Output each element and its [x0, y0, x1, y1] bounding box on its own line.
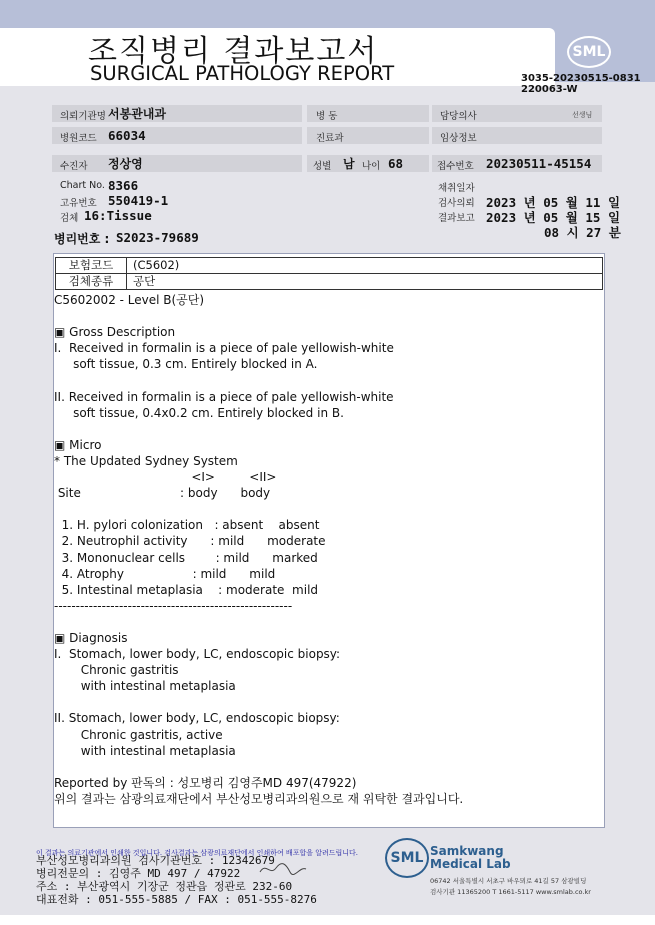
- request-date-label: 검사의뢰: [438, 198, 475, 209]
- samkwang-logo-icon: SML: [385, 838, 429, 878]
- report-body: [53, 253, 605, 828]
- doctor-label: 담당의사: [440, 111, 477, 122]
- ward-label: 병 동: [316, 111, 338, 122]
- specimen-type-label: 검체종류: [56, 274, 127, 290]
- department-label: 진료과: [316, 133, 344, 144]
- receipt-value: 20230511-45154: [486, 156, 592, 171]
- patient-name-value: 정상영: [108, 157, 143, 171]
- insurance-code-label: 보험코드: [56, 258, 127, 274]
- row-bg: [52, 155, 302, 172]
- insurance-code-value: (C5602): [127, 258, 603, 274]
- report-title-korean: 조직병리 결과보고서: [88, 34, 379, 69]
- doctor-suffix: 선생님: [572, 111, 593, 119]
- unique-no-value: 550419-1: [108, 193, 169, 208]
- chart-no-label: Chart No.: [60, 180, 105, 191]
- hospital-code-label: 병원코드: [60, 133, 97, 144]
- patient-name-label: 수진자: [60, 161, 88, 172]
- sex-label: 성별: [313, 161, 332, 172]
- insurance-table: [55, 257, 603, 290]
- result-time-value: 08 시 27 분: [544, 225, 621, 240]
- receipt-label: 접수번호: [437, 161, 474, 172]
- company-name-line2: Medical Lab: [430, 857, 511, 871]
- institution-value: 서봉관내과: [108, 107, 166, 121]
- hospital-code-value: 66034: [108, 128, 146, 143]
- institution-label: 의뢰기관명: [60, 111, 106, 122]
- specimen-label: 검체: [60, 213, 79, 224]
- age-label: 나이: [362, 161, 381, 172]
- footer-lab-line: 부산성모병리과의원 검사기관번호 : 12342679: [36, 854, 275, 867]
- barcode-text: 3035-20230515-0831: [521, 73, 641, 84]
- footer-pathologist-line: 병리전문의 : 김영주 MD 497 / 47922: [36, 867, 241, 880]
- specimen-type-value: 공단: [127, 274, 603, 290]
- company-name: [430, 845, 511, 871]
- request-date-value: 2023 년 05 월 11 일: [486, 195, 621, 210]
- collection-date-label: 채취일자: [438, 183, 475, 194]
- company-contact: 검사기관 11365200 T 1661-5117 www.smlab.co.kr: [430, 888, 591, 896]
- result-date-value: 2023 년 05 월 15 일: [486, 210, 621, 225]
- result-date-label: 결과보고: [438, 213, 475, 224]
- specimen-value: 16:Tissue: [84, 208, 152, 223]
- unique-no-label: 고유번호: [60, 198, 97, 209]
- footer-phone-line: 대표전화 : 051-555-5885 / FAX : 051-555-8276: [36, 893, 317, 906]
- report-title-english: SURGICAL PATHOLOGY REPORT: [90, 62, 395, 85]
- company-name-line1: Samkwang: [430, 844, 504, 858]
- pathology-no-value: S2023-79689: [116, 230, 199, 245]
- clinical-info-label: 임상정보: [440, 133, 477, 144]
- company-address: 06742 서울특별시 서초구 바우뫼로 41길 57 삼광빌딩: [430, 877, 587, 885]
- sml-logo-icon: SML: [567, 36, 611, 68]
- footer-address-line: 주소 : 부산광역시 기장군 정관읍 정관로 232-60: [36, 880, 293, 893]
- print-notice: 이 결과는 의료기관에서 인쇄한 것입니다. 검사결과는 삼광의료재단에서 인쇄하여 배포합을 알려드립니다.: [36, 849, 359, 857]
- chart-no-value: 8366: [108, 178, 139, 193]
- signature-icon: [258, 860, 308, 878]
- sex-value: 남: [343, 157, 355, 171]
- report-text: C5602002 - Level B(공단) ▣ Gross Description I. Received in formalin is a piece of pale yellowish-white soft tissue, 0.3 cm. Entirely blocked in A. II. Received in formalin is a piece of pale yellowish-white soft tissue, 0.4x0.2 cm. Entirely blocked in B. ▣ Micro * The Updated Sydney System <I> <II> Site : body body 1. H. pylori colonization : absent absent 2. Neutrophil activity : mild moderate 3. Mononuclear cells : mild marked 4. Atrophy : mild mild 5. Intestinal metaplasia : moderate mild ------------------------------------------------------- ▣ Diagnosis I. Stomach, lower body, LC, endoscopic biopsy: Chronic gastritis with intestinal metaplasia II. Stomach, lower body, LC, endoscopic biopsy: Chronic gastritis, active with intestinal metaplasia Reported by 판독의 : 성모병리 김영주MD 497(47922) 위의 결과는 삼광의료재단에서 부산성모병리과의원으로 재 위탁한 결과입니다.: [54, 293, 464, 806]
- age-value: 68: [388, 156, 404, 171]
- barcode-text-2: 220063-W: [521, 84, 578, 95]
- pathology-no-label: 병리번호 :: [54, 232, 110, 246]
